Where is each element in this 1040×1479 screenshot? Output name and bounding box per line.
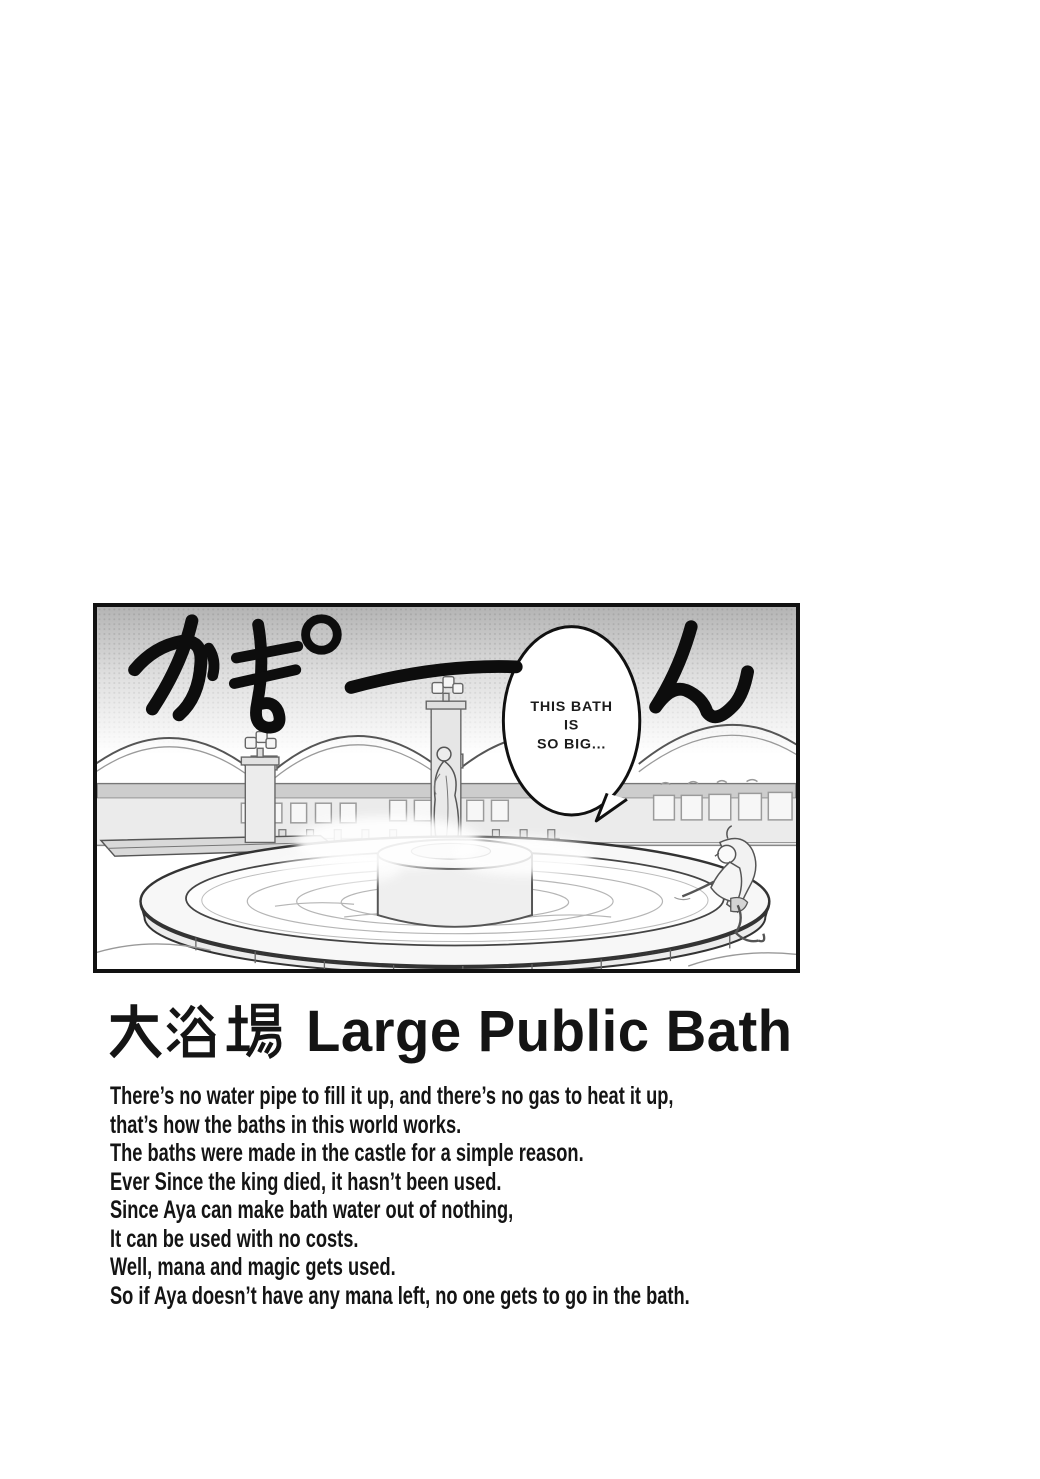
bubble-line-3: SO BIG... [536,736,607,753]
left-lamp-column [241,732,279,843]
bubble-line-2: IS [564,717,580,734]
caption-line: So if Aya doesn’t have any mana left, no one gets to go in the bath. [110,1281,690,1310]
caption-block [110,1082,690,1310]
kanji-dai [111,1004,160,1056]
kanji-jou [227,1005,282,1057]
caption-line: Ever Since the king died, it hasn’t been used. [110,1167,502,1196]
caption-line: The baths were made in the castle for a simple reason. [110,1139,584,1167]
kanji-yoku [168,1006,214,1055]
caption-line: There’s no water pipe to fill it up, and there’s no gas to heat it up, [110,1082,674,1110]
bubble-line-1: THIS BATH [530,699,613,715]
sfx-kapon-text [97,969,98,970]
title-kanji-daiyokujo [108,1000,286,1062]
page-title [108,1000,808,1062]
title-english: Large Public Bath [306,999,793,1064]
caption-line: Well, mana and magic gets used. [110,1253,396,1281]
caption-line: Since Aya can make bath water out of nothing, [110,1196,514,1224]
bath-scene-illustration [97,607,796,969]
caption-line: It can be used with no costs. [110,1224,359,1253]
caption-line: that’s how the baths in this world works. [110,1110,462,1139]
manga-panel [93,603,800,973]
